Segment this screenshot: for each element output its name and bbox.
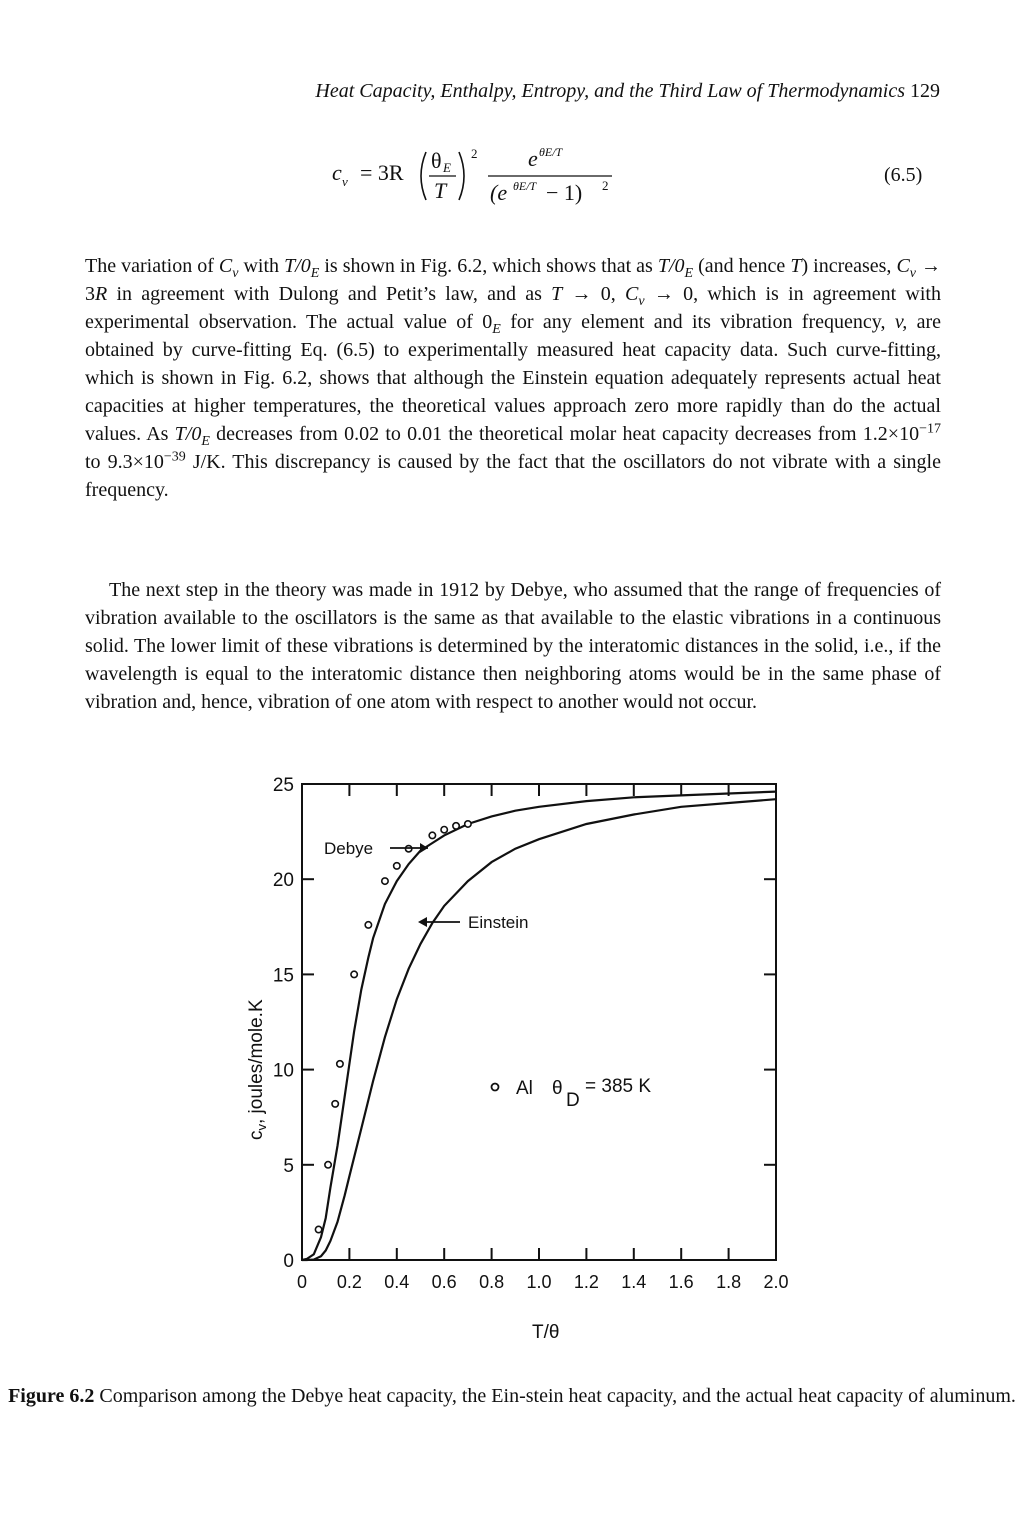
y-tick-label: 0 [283,1251,294,1272]
x-tick-label: 2.0 [763,1272,789,1292]
heat-capacity-chart [240,770,800,1350]
left-paren [421,152,426,200]
x-tick-label: 0.2 [336,1272,362,1292]
e-sub: E [684,266,694,281]
exponent: −17 [919,421,941,437]
y-tick-label: 10 [272,1060,294,1082]
eq-frac1-den: T [434,178,447,203]
y-tick-label: 20 [272,870,294,892]
equation-graphic [328,138,628,218]
x-tick-label: 0.8 [479,1272,505,1292]
x-tick-label: 1.0 [526,1272,552,1292]
eq-frac2-den-pow: 2 [602,178,609,193]
paragraph-2 [85,576,941,716]
nu-symbol: v, [894,311,908,333]
p1-text: in agreement with Dulong and Petit’s law, and as [107,283,552,305]
eq-frac2-den-sup: θE/T [513,179,537,193]
x-axis-label: T/θ [532,1322,560,1343]
x-tick-label: 1.8 [716,1272,742,1292]
cv-symbol: C [625,283,639,305]
al-data-point [351,971,357,977]
p1-text: The variation of [85,255,219,277]
eq-frac1-num-sub: E [443,160,451,175]
al-data-point [429,832,435,838]
debye-label: Debye [324,839,374,858]
legend-marker [492,1084,499,1091]
al-data-point [394,863,400,869]
p1-text: decreases from 0.02 to 0.01 the theoretical molar heat capacity decreases from 1.2×10 [209,423,920,445]
x-tick-label: 1.6 [668,1272,694,1292]
al-data-point [441,826,447,832]
eq-equals: = 3R [360,160,404,185]
y-tick-label: 25 [272,775,294,796]
p1-text: J/K. This discrepancy is caused by the fact that the oscillators do not vibrate with a single frequency. [85,451,941,501]
y-axis-label: $c_v$, joules/mole.K [246,999,269,1140]
p1-text: ) increases, [801,255,897,277]
p1-text: (and hence [693,255,791,277]
t-symbol: T [790,255,802,277]
al-data-point [315,1226,321,1232]
al-data-point [465,821,471,827]
al-data-point [332,1101,338,1107]
eq-frac2-num-sup: θE/T [539,145,563,159]
v-sub: v [909,266,917,281]
eq-frac2-den: (e [490,180,508,205]
p1-text: with [238,255,285,277]
p1-text: are obtained by curve-fitting Eq. (6.5) to experimentally measured heat capacity data. Such curve-fitting, which is shown in Fig. 6.2, shows that although the Einstein equation adequately represents actual heat capacities at higher temperatures, the theoretical values approach zero more rapidly than do the actual values. As [85,311,941,445]
legend-value: = 385 K [585,1076,652,1097]
right-paren [459,152,464,200]
x-tick-label: 0.4 [384,1272,410,1292]
debye-arrowhead [420,843,428,853]
einstein-label: Einstein [468,913,529,932]
eq-frac2-den-end: − 1) [546,180,583,205]
figure-caption [0,1382,1024,1410]
paragraph-1 [85,252,941,504]
y-tick-label: 15 [272,965,294,987]
y-tick-label: 5 [283,1155,294,1177]
r-symbol: R [95,283,108,305]
al-data-point [325,1162,331,1168]
t-symbol: T [551,283,563,305]
x-tick-label: 1.4 [621,1272,647,1292]
running-title: Heat Capacity, Enthalpy, Entropy, and the Third Law of Thermodynamics [315,80,905,102]
v-sub: v [638,294,645,309]
eq-lhs: c [332,160,342,185]
exponent: −39 [163,449,186,465]
einstein-arrowhead [418,917,427,927]
x-tick-label: 0 [296,1272,308,1292]
e-sub: E [201,434,210,449]
al-data-point [453,823,459,829]
p1-text: for any element and its vibration frequency, [500,311,895,333]
cv-symbol: C [896,255,910,277]
p2-text: The next step in the theory was made in 1912 by Debye, who assumed that the range of frequencies of vibration available to the oscillators is the same as that available to the elastic vibrations in a continuous solid. The lower limit of these vibrations is determined by the interatomic distances in the solid, i.e., if the wavelength is equal to the interatomic distance then neighboring atoms would be in the same phase of vibration and, hence, vibration of one atom with respect to another would not occur. [85,579,941,713]
t-over-theta: T/0 [174,423,202,445]
eq-lhs-sub: v [342,174,348,189]
debye-curve [302,792,776,1260]
p1-text: → 0, [562,283,626,305]
caption-text: Comparison among the Debye heat capacity, the Ein-stein heat capacity, and the actual heat capacity of aluminum. [94,1385,1016,1407]
al-data-point [382,878,388,884]
cv-symbol: C [218,255,233,277]
e-sub: E [492,322,501,337]
eq-power: 2 [471,146,478,161]
e-sub: E [310,266,320,281]
t-over-theta: T/0 [284,255,311,277]
legend-al: Al [516,1078,533,1099]
p1-text: is shown in Fig. 6.2, which shows that as [319,255,658,277]
equation-6-5 [328,138,628,224]
eq-frac2-num: e [528,146,538,171]
t-over-theta: T/0 [657,255,685,277]
equation-number: (6.5) [884,164,923,186]
legend-theta: θ [552,1078,563,1099]
p1-text: → 3 [85,255,942,305]
page-number: 129 [910,80,940,102]
x-tick-label: 1.2 [573,1272,599,1292]
legend-sub: D [566,1090,580,1111]
al-data-point [365,922,371,928]
x-tick-label: 0.6 [431,1272,457,1292]
running-header [0,80,940,103]
eq-frac1-num: θ [431,148,442,173]
v-sub: v [232,266,239,281]
einstein-curve [302,799,776,1260]
al-data-point [337,1061,343,1067]
figure-6-2 [240,770,800,1350]
p1-text: → 0, which is in agreement with experimental observation. The actual value of 0 [85,283,941,333]
p1-text: to 9.3×10 [85,451,164,473]
caption-label: Figure 6.2 [8,1385,95,1407]
